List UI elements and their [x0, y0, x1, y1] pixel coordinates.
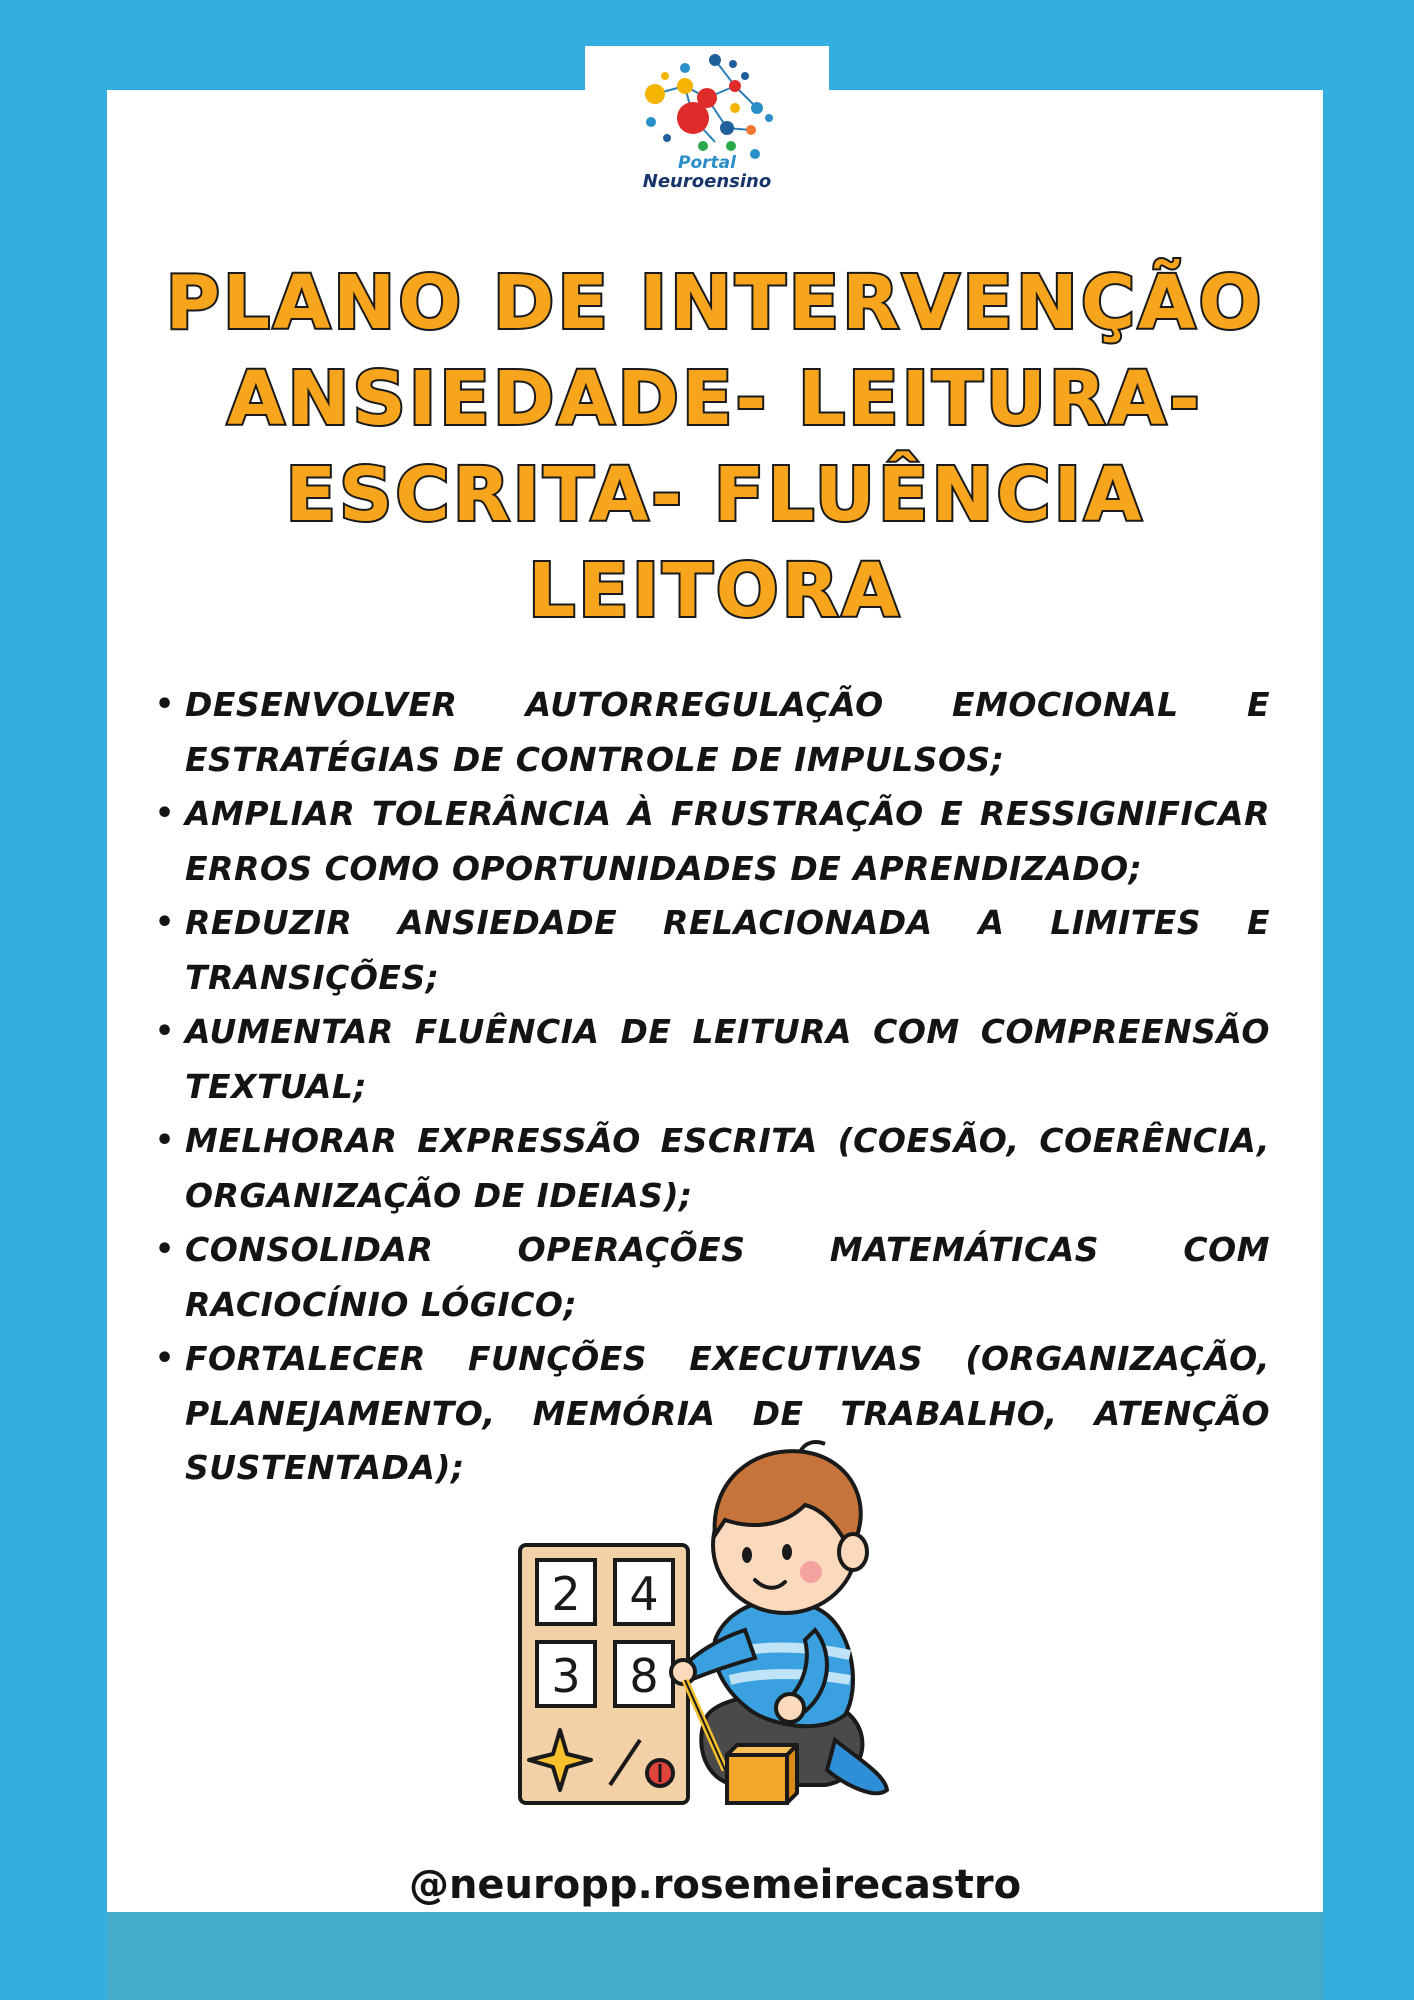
toy-block: [727, 1755, 787, 1803]
child-ear: [839, 1534, 867, 1570]
list-item: • MELHORAR EXPRESSÃO ESCRITA (COESÃO, COERÊNCIA, ORGANIZAÇÃO DE IDEIAS);: [185, 1114, 1270, 1223]
list-item: • FORTALECER FUNÇÕES EXECUTIVAS (ORGANIZAÇÃO, PLANEJAMENTO, MEMÓRIA DE TRABALHO, ATENÇÃO SUSTENTADA);: [185, 1332, 1270, 1496]
goals-list: [155, 678, 1270, 1496]
logo: [585, 46, 829, 196]
child-hand: [671, 1660, 695, 1684]
tile-number: 2: [551, 1567, 581, 1621]
tile-number: 3: [551, 1649, 581, 1703]
social-handle: @neuropp.rosemeirecastro: [408, 1862, 1022, 1908]
title-line: ANSIEDADE- LEITURA-: [227, 356, 1203, 442]
title-line: ESCRITA- FLUÊNCIA: [285, 452, 1145, 538]
logo-portal-text: Portal: [678, 153, 736, 173]
child-playing-illustration: [515, 1440, 955, 1820]
list-item: • DESENVOLVER AUTORREGULAÇÃO EMOCIONAL E ESTRATÉGIAS DE CONTROLE DE IMPULSOS;: [185, 678, 1270, 787]
list-item: • AMPLIAR TOLERÂNCIA À FRUSTRAÇÃO E RESSIGNIFICAR ERROS COMO OPORTUNIDADES DE APRENDIZADO;: [185, 787, 1270, 896]
page-title: [107, 255, 1323, 639]
title-line: PLANO DE INTERVENÇÃO: [165, 260, 1265, 346]
list-item: • REDUZIR ANSIEDADE RELACIONADA A LIMITES E TRANSIÇÕES;: [185, 896, 1270, 1005]
child-eye: [782, 1544, 792, 1560]
list-item: • AUMENTAR FLUÊNCIA DE LEITURA COM COMPREENSÃO TEXTUAL;: [185, 1005, 1270, 1114]
tile-number: 8: [629, 1649, 659, 1703]
child-eye: [742, 1547, 752, 1563]
list-item: • CONSOLIDAR OPERAÇÕES MATEMÁTICAS COM RACIOCÍNIO LÓGICO;: [185, 1223, 1270, 1332]
tile-number: 4: [629, 1567, 659, 1621]
logo-neuroensino-text: Neuroensino: [642, 171, 772, 192]
title-line: LEITORA: [528, 548, 902, 634]
bottom-band: [107, 1912, 1323, 2000]
